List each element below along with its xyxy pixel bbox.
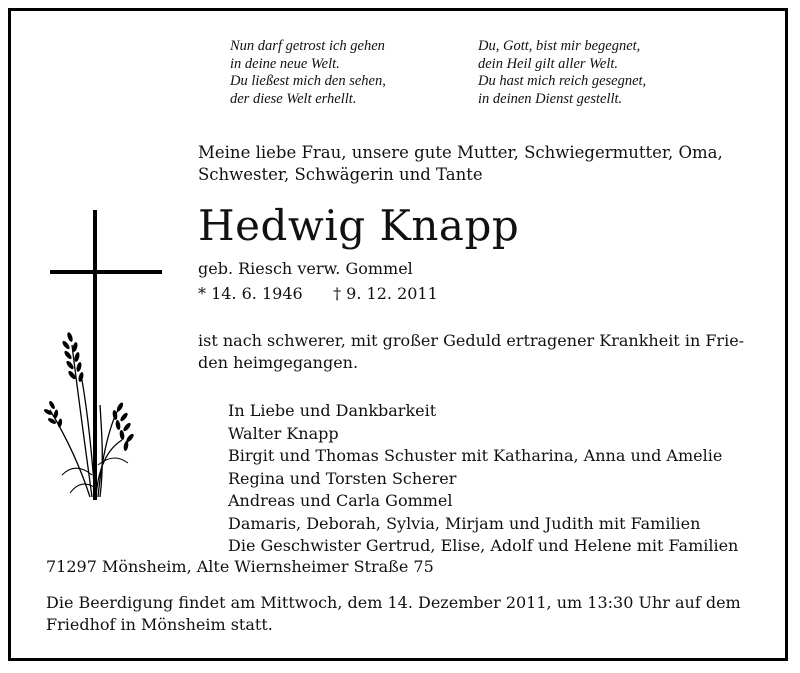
message-line: den heimgegangen. xyxy=(198,353,359,372)
intro-text xyxy=(198,142,723,186)
birth-date: * 14. 6. 1946 xyxy=(198,284,303,303)
mourner-line: Regina und Torsten Scherer xyxy=(228,468,457,488)
poem-line: Du hast mich reich gesegnet, xyxy=(478,73,647,89)
poem-right xyxy=(478,38,718,108)
cross-with-wheat-icon xyxy=(40,205,170,505)
mourner-line: Die Geschwister Gertrud, Elise, Adolf und Helene mit Familien xyxy=(228,536,739,555)
poem-left xyxy=(230,38,470,108)
birth-name: geb. Riesch verw. Gommel xyxy=(198,259,413,278)
life-dates xyxy=(198,284,438,303)
poem-line: Nun darf getrost ich gehen xyxy=(230,38,385,54)
funeral-info xyxy=(46,592,741,636)
poem-line: Du, Gott, bist mir begegnet, xyxy=(478,38,641,54)
intro-line: Schwester, Schwägerin und Tante xyxy=(198,165,483,184)
mourner-line: In Liebe und Dankbarkeit xyxy=(228,401,437,420)
death-message xyxy=(198,330,758,374)
address: 71297 Mönsheim, Alte Wiernsheimer Straße 75 xyxy=(46,557,434,576)
deceased-name: Hedwig Knapp xyxy=(198,201,520,250)
poem-line: dein Heil gilt aller Welt. xyxy=(478,55,619,72)
death-date: † 9. 12. 2011 xyxy=(333,284,438,303)
mourner-line: Walter Knapp xyxy=(228,423,339,443)
poem-line: der diese Welt erhellt. xyxy=(230,90,357,107)
funeral-line: Friedhof in Mönsheim statt. xyxy=(46,615,273,634)
poem-line: in deinen Dienst gestellt. xyxy=(478,90,623,107)
poem-line: Du ließest mich den sehen, xyxy=(230,73,386,89)
mourner-line: Andreas und Carla Gommel xyxy=(228,491,453,510)
poem-line: in deine neue Welt. xyxy=(230,55,340,72)
funeral-line: Die Beerdigung findet am Mittwoch, dem 14. Dezember 2011, um 13:30 Uhr auf dem xyxy=(46,593,741,612)
mourner-line: Birgit und Thomas Schuster mit Katharina, Anna und Amelie xyxy=(228,446,723,465)
mourner-line: Damaris, Deborah, Sylvia, Mirjam und Judith mit Familien xyxy=(228,513,701,533)
intro-line: Meine liebe Frau, unsere gute Mutter, Schwiegermutter, Oma, xyxy=(198,143,723,162)
message-line: ist nach schwerer, mit großer Geduld ertragener Krankheit in Frie- xyxy=(198,331,745,350)
mourners-list xyxy=(228,400,738,558)
